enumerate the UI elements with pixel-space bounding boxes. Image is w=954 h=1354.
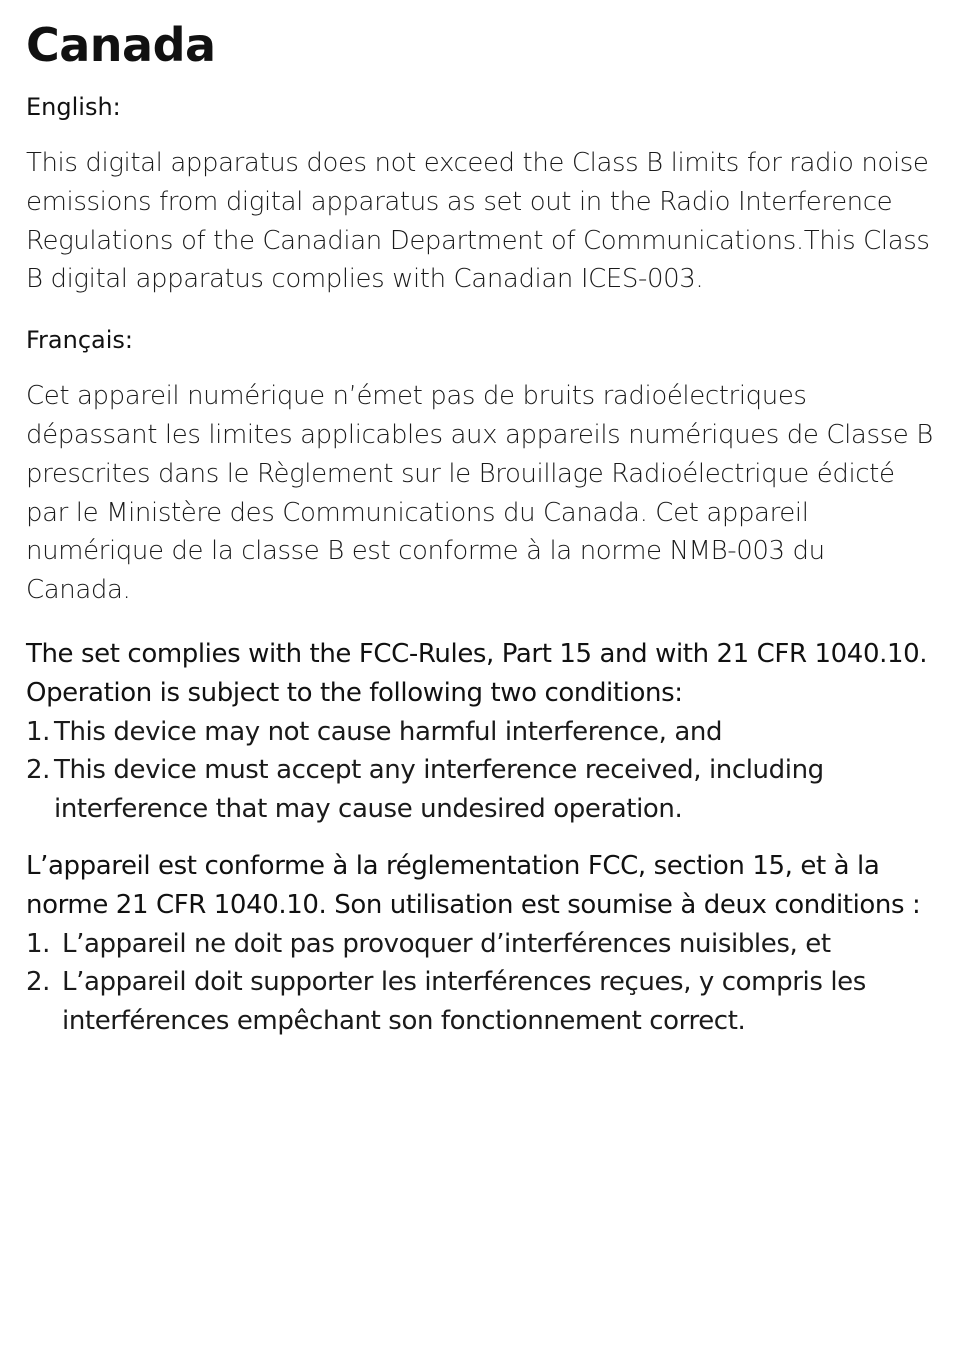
list-text: L’appareil ne doit pas provoquer d’interférences nuisibles, et	[62, 928, 831, 959]
list-item	[26, 963, 936, 1041]
list-number: 1.	[26, 716, 51, 747]
page-title: Canada	[26, 18, 216, 72]
list-item	[26, 751, 936, 829]
list-text: This device must accept any interference received, including interference that may cause undesired operation.	[54, 755, 824, 825]
list-text: L’appareil doit supporter les interférences reçues, y compris les interférences empêchant son fonctionnement correct.	[62, 967, 866, 1037]
document-page	[26, 14, 936, 1059]
fcc-english-conditions	[26, 713, 936, 829]
fcc-french-conditions	[26, 925, 936, 1041]
fcc-french-section	[26, 847, 936, 1041]
fcc-english-intro: The set complies with the FCC-Rules, Part 15 and with 21 CFR 1040.10. Operation is subject to the following two conditions:	[26, 638, 928, 708]
list-item	[26, 713, 936, 752]
english-section	[26, 92, 936, 299]
list-text: This device may not cause harmful interference, and	[54, 716, 723, 747]
list-item	[26, 925, 936, 964]
list-number: 2.	[26, 755, 51, 786]
french-section	[26, 325, 936, 610]
english-text: This digital apparatus does not exceed the Class B limits for radio noise emissions from digital apparatus as set out in the Radio Interference Regulations of the Canadian Department of Communications.This Class B digital apparatus complies with Canadian ICES-003.	[26, 148, 930, 295]
french-text: Cet appareil numérique n’émet pas de bruits radioélectriques dépassant les limites applicables aux appareils numériques de Classe B prescrites dans le Règlement sur le Brouillage Radioélectrique édicté par le Ministère des Communications du Canada. Cet appareil numérique de la classe B est conforme à la norme NMB-003 du Canada.	[26, 381, 933, 606]
english-label: English:	[26, 93, 121, 121]
list-number: 2.	[26, 967, 51, 998]
french-label: Français:	[26, 326, 134, 355]
fcc-french-intro: L’appareil est conforme à la réglementation FCC, section 15, et à la norme 21 CFR 1040.10. Son utilisation est soumise à deux conditions :	[26, 850, 921, 920]
list-number: 1.	[26, 928, 51, 959]
fcc-english-section	[26, 635, 936, 829]
